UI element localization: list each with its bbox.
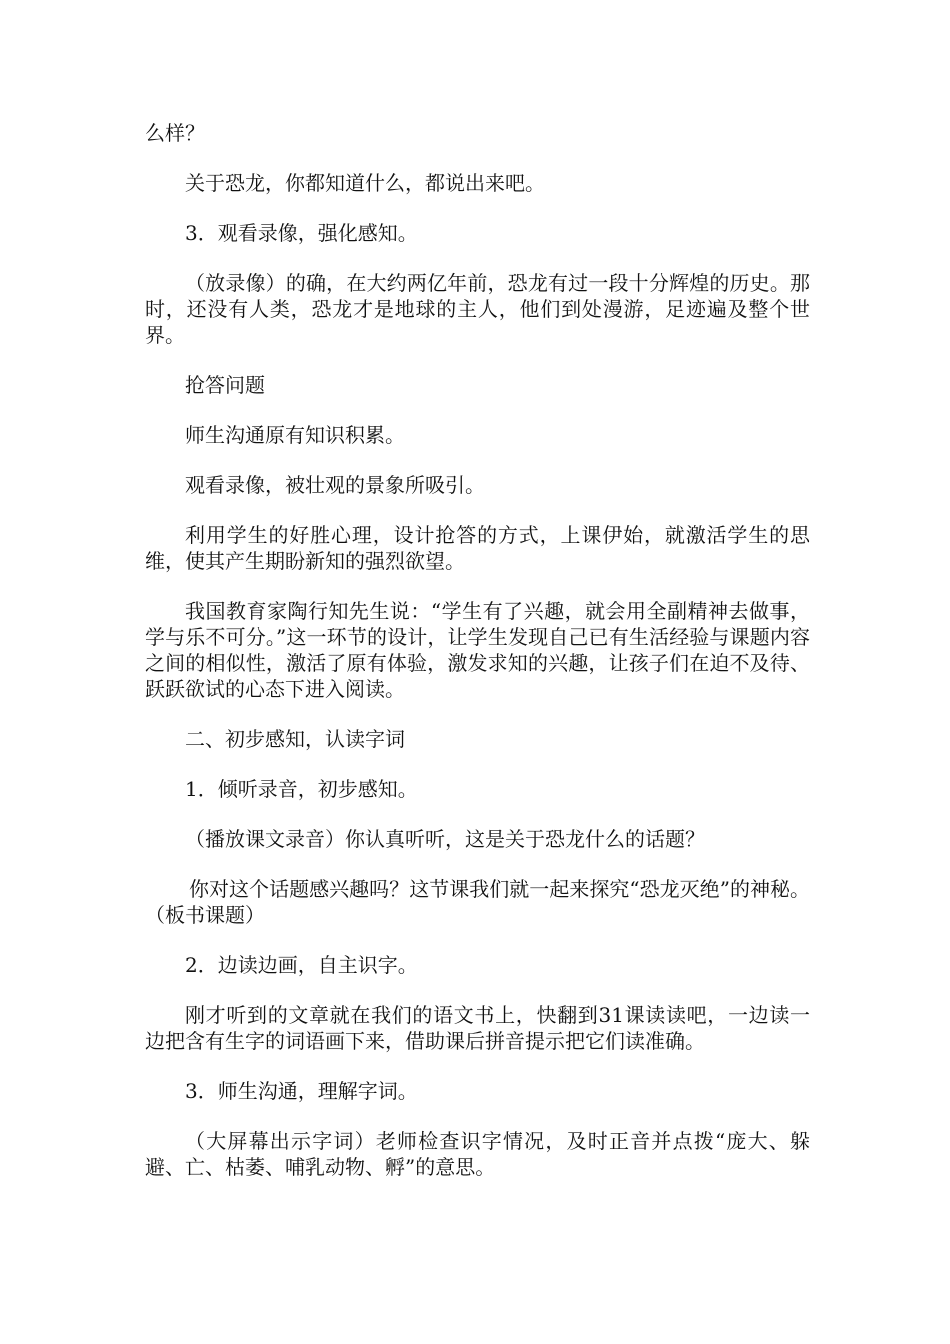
step-heading: 2．边读边画，自主识字。 xyxy=(185,953,418,977)
step-heading: 1．倾听录音，初步感知。 xyxy=(185,777,418,801)
paragraph: （放录像）的确，在大约两亿年前，恐龙有过一段十分辉煌的历史。那时，还没有人类，恐龙才是地球的主人，他们到处漫游，足迹遍及整个世界。 xyxy=(145,271,810,347)
paragraph: 刚才听到的文章就在我们的语文书上，快翻到31课读读吧，一边读一边把含有生字的词语画下来，借助课后拼音提示把它们读准确。 xyxy=(145,1003,810,1053)
step-heading: 3．师生沟通，理解字词。 xyxy=(185,1079,418,1103)
paragraph: 观看录像，被壮观的景象所吸引。 xyxy=(185,473,485,497)
paragraph: （大屏幕出示字词）老师检查识字情况，及时正音并点拨“庞大、躲避、亡、枯萎、哺乳动物、孵”的意思。 xyxy=(145,1129,810,1179)
paragraph: 关于恐龙，你都知道什么，都说出来吧。 xyxy=(185,171,545,195)
paragraph: 我国教育家陶行知先生说：“学生有了兴趣，就会用全副精神去做事，学与乐不可分。”这一环节的设计，让学生发现自己已有生活经验与课题内容之间的相似性，激活了原有体验，激发求知的兴趣，让孩子们在迫不及待、跃跃欲试的心态下进入阅读。 xyxy=(145,599,810,701)
paragraph-continuation: 么样？ xyxy=(145,121,205,145)
paragraph: 抢答问题 xyxy=(185,373,265,397)
paragraph: 你对这个话题感兴趣吗？这节课我们就一起来探究“恐龙灭绝”的神秘。（板书课题） xyxy=(145,877,810,927)
document-body xyxy=(145,120,810,1204)
paragraph: （播放课文录音）你认真听听，这是关于恐龙什么的话题？ xyxy=(185,827,705,851)
step-heading: 3．观看录像，强化感知。 xyxy=(185,221,418,245)
paragraph: 利用学生的好胜心理，设计抢答的方式，上课伊始，就激活学生的思维，使其产生期盼新知的强烈欲望。 xyxy=(145,523,810,573)
section-heading: 二、初步感知，认读字词 xyxy=(185,727,405,751)
paragraph: 师生沟通原有知识积累。 xyxy=(185,423,405,447)
